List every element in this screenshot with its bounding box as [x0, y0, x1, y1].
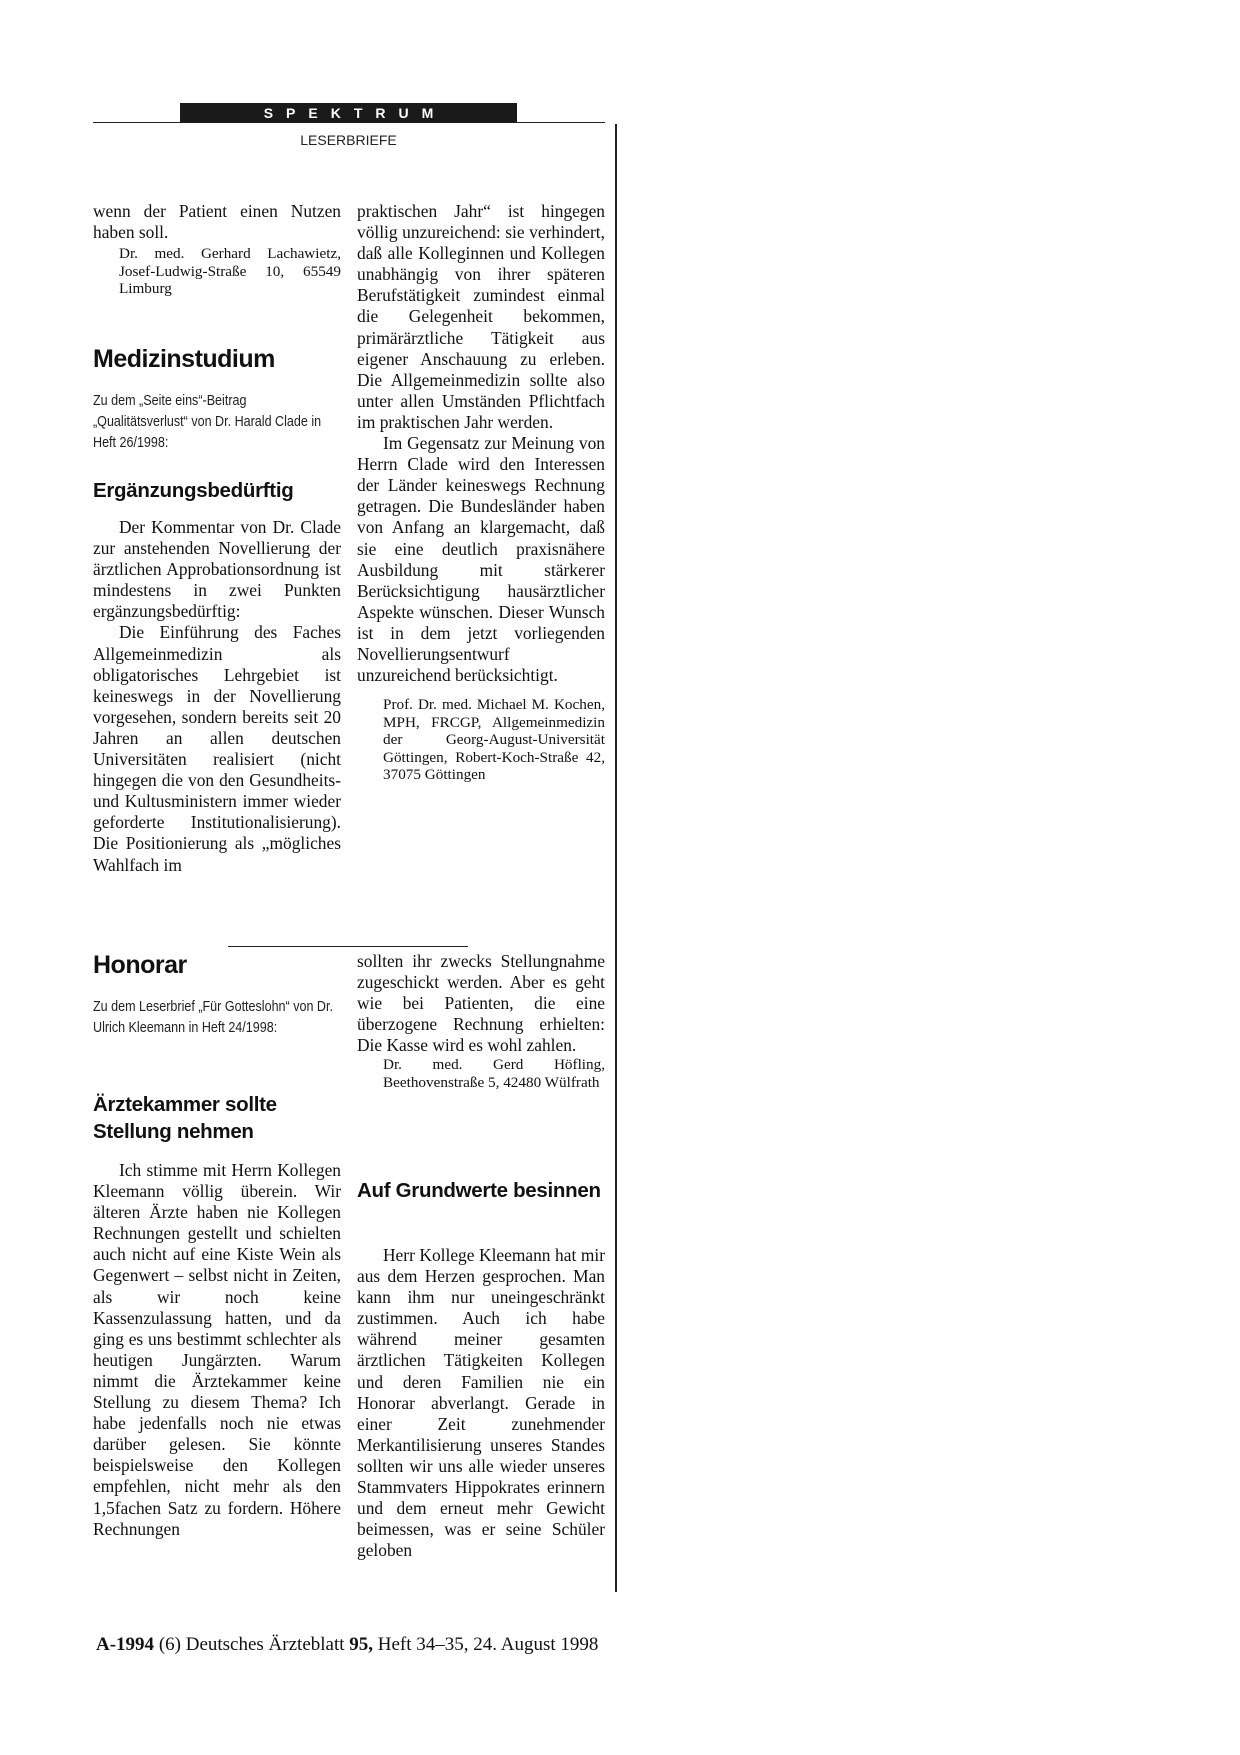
section-title-honorar: Honorar [93, 951, 187, 979]
letter-title: Auf Grundwerte besinnen [357, 1179, 601, 1202]
letter-body-column-2 [357, 1245, 605, 1561]
continuation-text: wenn der Patient einen Nutzen haben soll. [93, 201, 341, 243]
section-title-medizinstudium: Medizinstudium [93, 345, 275, 373]
reference-note: Zu dem Leserbrief „Für Gotteslohn“ von Dr. Ulrich Kleemann in Heft 24/1998: [93, 999, 333, 1036]
paragraph: Der Kommentar von Dr. Clade zur anstehenden Novellierung der ärztlichen Approbationsordnung ist mindestens in zwei Punkten ergänzungsbedürftig: [93, 517, 341, 622]
letter-body-column-1 [93, 1160, 341, 1540]
paragraph: sollten ihr zwecks Stellungnahme zugeschickt werden. Aber es geht wie bei Patienten, die eine überzogene Rechnung erhielten: Die Kasse wird es wohl zahlen. [357, 951, 605, 1056]
continuation-block [93, 201, 341, 298]
volume-number: 95, [349, 1634, 374, 1655]
subsection-label: LESERBRIEFE [300, 132, 397, 148]
letter-title: Ergänzungsbedürftig [93, 479, 294, 502]
page-number: A-1994 [96, 1634, 155, 1655]
signature: Dr. med. Gerd Höfling, Beethovenstraße 5, 42480 Wülfrath [383, 1056, 605, 1091]
paragraph: praktischen Jahr“ ist hingegen völlig unzureichend: sie verhindert, daß alle Kolleginnen und Kollegen unabhängig von ihrer späteren Berufstätigkeit zumindest einmal die Gelegenheit bekommen, primärärztliche Tätigkeit aus eigener Anschauung zu erleben. Die Allgemeinmedizin sollte also unter allen Umständen Pflichtfach im praktischen Jahr werden. [357, 201, 605, 432]
journal-name: Deutsches Ärzteblatt [185, 1634, 345, 1655]
page-footer [96, 1634, 598, 1656]
letter-body-column-1 [93, 517, 341, 876]
letter-body-column-2 [357, 201, 605, 784]
paragraph: Ich stimme mit Herrn Kollegen Kleemann völlig überein. Wir älteren Ärzte haben nie Kollegen Rechnungen gestellt und schielten auch nicht auf eine Kiste Wein als Gegenwert – selbst nicht in Zeiten, als wir noch keine Kassenzulassung hatten, und da ging es uns bestimmt schlechter als heutigen Jungärzten. Warum nimmt die Ärztekammer keine Stellung zu diesem Thema? Ich habe jedenfalls noch nie etwas darüber gelesen. Sie könnte beispielsweise den Kollegen empfehlen, nicht mehr als den 1,5fachen Satz zu fordern. Höhere Rechnungen [93, 1160, 341, 1539]
section-banner: SPEKTRUM [180, 103, 517, 123]
issue-date: Heft 34–35, 24. August 1998 [377, 1634, 599, 1655]
page-sub-number: (6) [158, 1634, 181, 1655]
section-divider [228, 946, 468, 947]
paragraph: Die Einführung des Faches Allgemeinmedizin als obligatorisches Lehrgebiet ist keineswegs in der Novellierung vorgesehen, sondern bereits seit 20 Jahren an allen deutschen Universitäten realisiert (nicht hingegen die von den Gesundheits- und Kultusministern immer wieder geforderte Institutionalisierung). Die Positionierung als „mögliches Wahlfach im [93, 622, 341, 875]
signature: Dr. med. Gerhard Lachawietz, Josef-Ludwig-Straße 10, 65549 Limburg [119, 245, 341, 298]
paragraph: Herr Kollege Kleemann hat mir aus dem Herzen gesprochen. Man kann ihm nur uneingeschränkt zustimmen. Auch ich habe während meiner gesamten ärztlichen Tätigkeiten Kollegen und deren Familien nie ein Honorar abverlangt. Gerade in einer Zeit zunehmender Merkantilisierung unseres Standes sollten wir uns alle wieder unseres Stammvaters Hippokrates erinnern und dem erneut mehr Gewicht beimessen, was er seine Schüler geloben [357, 1245, 605, 1561]
column-rule [615, 124, 617, 1592]
letter-body-column-2 [357, 951, 605, 1091]
signature: Prof. Dr. med. Michael M. Kochen, MPH, FRCGP, Allgemeinmedizin der Georg-August-Universität Göttingen, Robert-Koch-Straße 42, 37075 Göttingen [383, 696, 605, 784]
letter-title: Ärztekammer sollte Stellung nehmen [93, 1093, 277, 1143]
reference-note: Zu dem „Seite eins“-Beitrag „Qualitätsverlust“ von Dr. Harald Clade in Heft 26/1998: [93, 393, 322, 451]
paragraph: Im Gegensatz zur Meinung von Herrn Clade wird den Interessen der Länder keineswegs Rechnung getragen. Die Bundesländer haben von Anfang an klargemacht, daß sie eine deutlich praxisnähere Ausbildung mit stärkerer Berücksichtigung hausärztlicher Aspekte wünschen. Dieser Wunsch ist in dem jetzt vorliegenden Novellierungsentwurf unzureichend berücksichtigt. [357, 433, 605, 686]
